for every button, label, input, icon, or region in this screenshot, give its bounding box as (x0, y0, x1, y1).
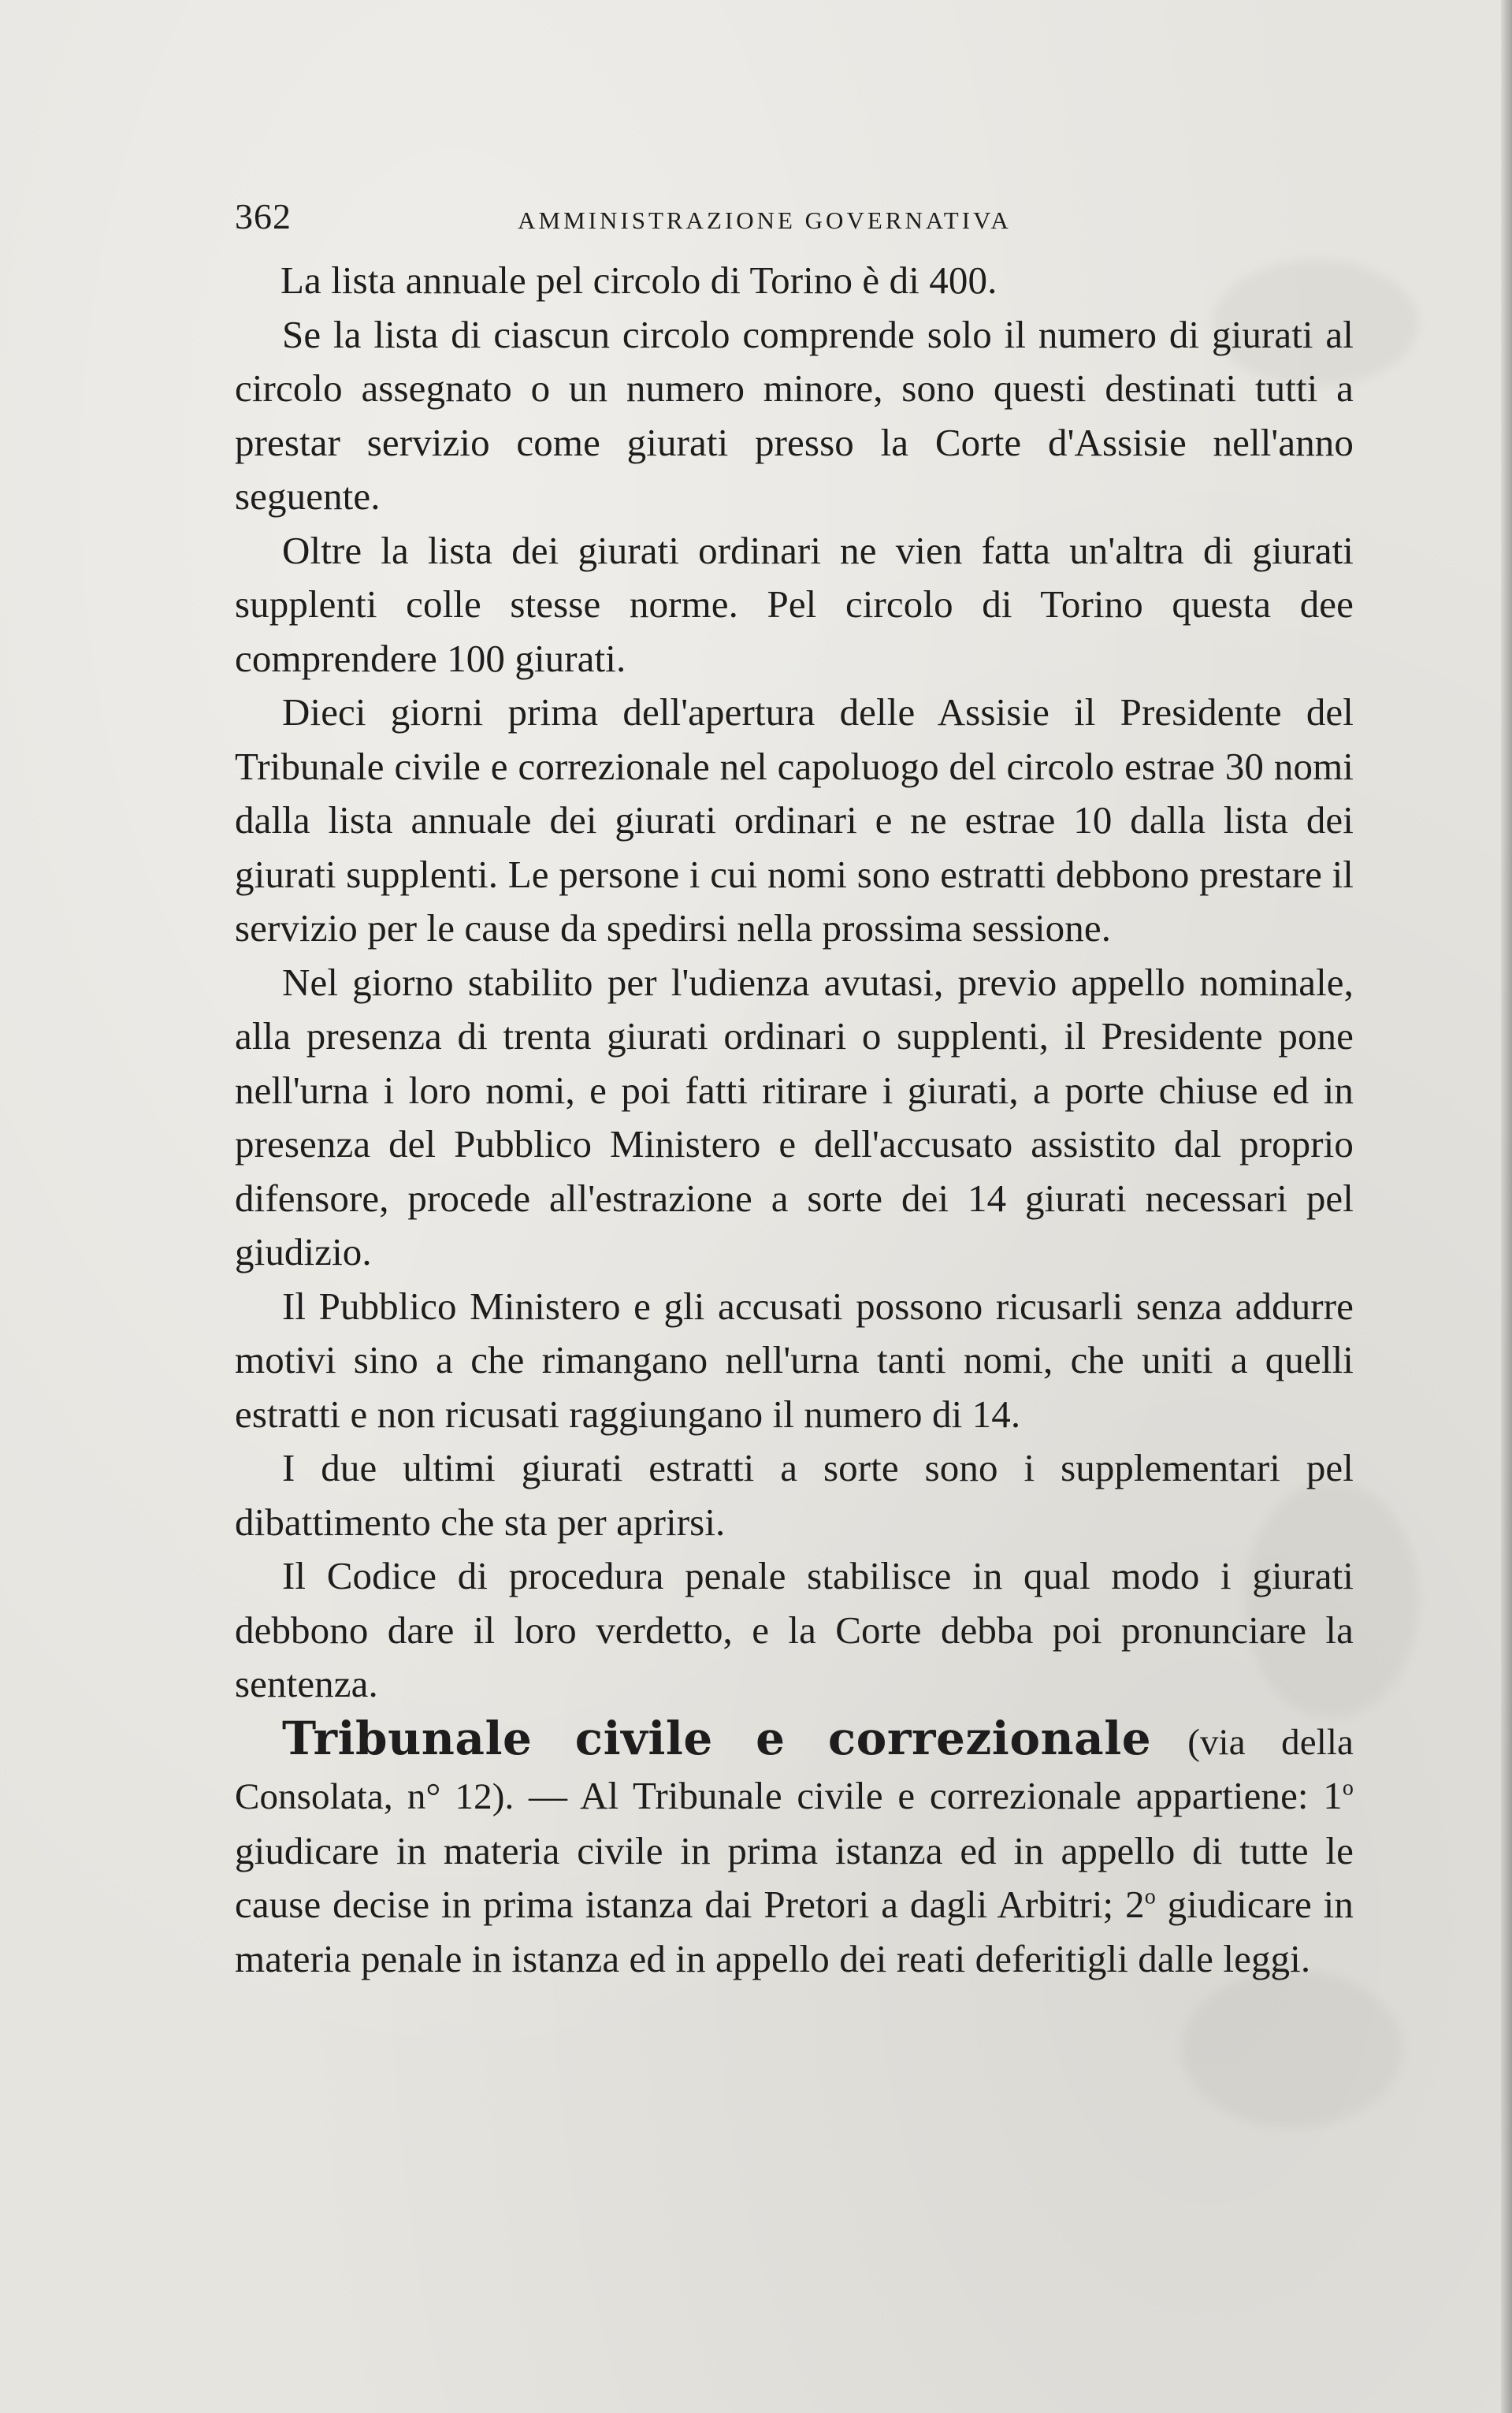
section-address: (via della Consolata, n° 12). (235, 1721, 1354, 1817)
paragraph: La lista annuale pel circolo di Torino è di 400. (280, 258, 997, 302)
paragraph: Nel giorno stabilito per l'udienza avutasi, previo appello nominale, alla presenza di trenta giurati ordinari o supplenti, il Presidente pone nell'urna i loro nomi, e poi fatti ritirare i giurati, a porte chiuse ed in presenza del Pubblico Ministero e dell'accusato assistito dal proprio difensore, procede all'estrazione a sorte dei 14 giurati necessari pel giudizio. (235, 960, 1354, 1273)
paragraph: Oltre la lista dei giurati ordinari ne vien fatta un'altra di giurati supplenti colle stesse norme. Pel circolo di Torino questa dee comprendere 100 giurati. (235, 528, 1354, 680)
ordinal-superscript: o (1144, 1884, 1156, 1909)
paper-stain (1182, 1970, 1402, 2128)
page-number: 362 (235, 196, 292, 236)
running-title: AMMINISTRAZIONE GOVERNATIVA (518, 206, 1012, 234)
page-edge-shadow (1501, 0, 1512, 2413)
ordinal-superscript: o (1342, 1775, 1354, 1801)
paragraph: Se la lista di ciascun circolo comprende solo il numero di giurati al circolo assegnato o un numero minore, sono questi destinati tutti a prestar servizio come giurati presso la Corte d'Assisie nell'anno seguente. (235, 312, 1354, 518)
paragraph: Il Pubblico Ministero e gli accusati possono ricusarli senza addurre motivi sino a che rimangano nell'urna tanti nomi, che uniti a quelli estratti e non ricusati raggiungano il numero di 14. (235, 1284, 1354, 1436)
text-block (235, 195, 1354, 1986)
paragraph: Dieci giorni prima dell'apertura delle Assisie il Presidente del Tribunale civile e correzionale nel capoluogo del circolo estrae 30 nomi dalla lista annuale dei giurati ordinari e ne estrae 10 dalla lista dei giurati supplenti. Le persone i cui nomi sono estratti debbono prestare il servizio per le cause da spedirsi nella prossima sessione. (235, 690, 1354, 950)
section-heading: Tribunale civile e correzionale (282, 1711, 1152, 1765)
section-body-part: giudicare in materia penale in istanza ed in appello dei reati deferitigli dalle leggi. (235, 1883, 1354, 1980)
section-body-part: giudicare in materia civile in prima istanza ed in appello di tutte le cause decise in prima istanza dai Pretori a dagli Arbitri; 2 (235, 1828, 1354, 1926)
running-head (235, 195, 1354, 243)
paragraph: I due ultimi giurati estratti a sorte sono i supplementari pel dibattimento che sta per aprirsi. (235, 1446, 1354, 1544)
paragraph: Il Codice di procedura penale stabilisce in qual modo i giurati debbono dare il loro verdetto, e la Corte debba poi pronunciare la sentenza. (235, 1554, 1354, 1705)
section-paragraph (235, 1712, 1354, 1987)
section-body-part: — Al Tribunale civile e correzionale appartiene: 1 (514, 1774, 1343, 1817)
